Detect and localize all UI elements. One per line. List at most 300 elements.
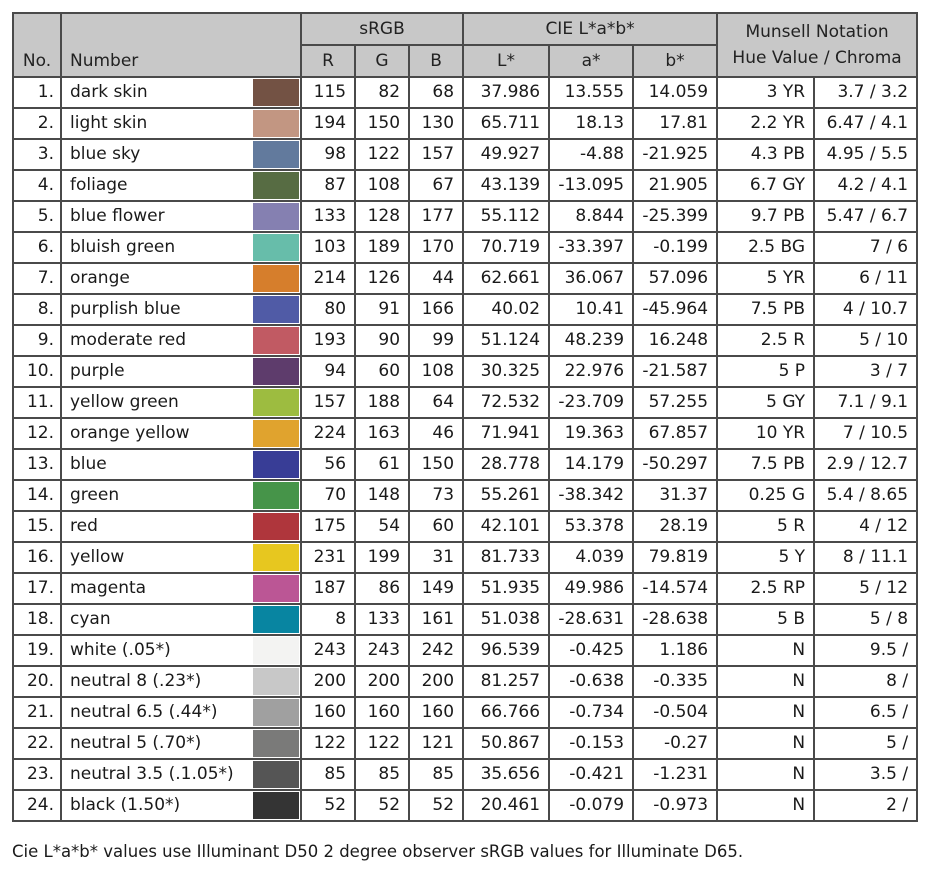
color-swatch	[251, 604, 301, 635]
row-number: 16.	[13, 542, 61, 573]
munsell-value-chroma: 5 / 8	[814, 604, 917, 635]
srgb-b: 161	[409, 604, 463, 635]
header-b-star: b*	[633, 45, 717, 77]
row-number: 9.	[13, 325, 61, 356]
color-swatch	[251, 139, 301, 170]
srgb-b: 157	[409, 139, 463, 170]
color-swatch	[251, 728, 301, 759]
color-swatch-fill	[253, 265, 299, 292]
srgb-r: 224	[301, 418, 355, 449]
srgb-r: 175	[301, 511, 355, 542]
color-swatch	[251, 356, 301, 387]
header-munsell-title: Munsell Notation	[745, 22, 889, 42]
table-row	[13, 728, 917, 759]
color-name: orange yellow	[61, 418, 251, 449]
srgb-r: 8	[301, 604, 355, 635]
srgb-b: 200	[409, 666, 463, 697]
srgb-g: 86	[355, 573, 409, 604]
lab-b: -0.199	[633, 232, 717, 263]
table-row	[13, 108, 917, 139]
munsell-value-chroma: 9.5 /	[814, 635, 917, 666]
lab-l: 65.711	[463, 108, 549, 139]
srgb-r: 103	[301, 232, 355, 263]
munsell-hue: N	[717, 790, 814, 821]
lab-b: 16.248	[633, 325, 717, 356]
table-row	[13, 201, 917, 232]
srgb-b: 68	[409, 77, 463, 108]
color-swatch-fill	[253, 203, 299, 230]
srgb-g: 188	[355, 387, 409, 418]
lab-a: 36.067	[549, 263, 633, 294]
color-name: purplish blue	[61, 294, 251, 325]
color-name: moderate red	[61, 325, 251, 356]
header-no: No.	[13, 13, 61, 77]
srgb-b: 130	[409, 108, 463, 139]
srgb-b: 64	[409, 387, 463, 418]
srgb-g: 108	[355, 170, 409, 201]
color-swatch-fill	[253, 451, 299, 478]
srgb-g: 54	[355, 511, 409, 542]
row-number: 13.	[13, 449, 61, 480]
header-r: R	[301, 45, 355, 77]
srgb-g: 200	[355, 666, 409, 697]
color-swatch-fill	[253, 420, 299, 447]
color-swatch	[251, 542, 301, 573]
srgb-g: 90	[355, 325, 409, 356]
color-swatch	[251, 759, 301, 790]
munsell-hue: 2.5 BG	[717, 232, 814, 263]
lab-l: 51.038	[463, 604, 549, 635]
row-number: 22.	[13, 728, 61, 759]
color-swatch-fill	[253, 637, 299, 664]
lab-l: 81.733	[463, 542, 549, 573]
munsell-hue: N	[717, 666, 814, 697]
srgb-r: 115	[301, 77, 355, 108]
color-swatch	[251, 232, 301, 263]
munsell-value-chroma: 5 / 10	[814, 325, 917, 356]
color-name: blue	[61, 449, 251, 480]
color-swatch-fill	[253, 296, 299, 323]
munsell-hue: N	[717, 759, 814, 790]
srgb-b: 108	[409, 356, 463, 387]
lab-a: -0.079	[549, 790, 633, 821]
munsell-hue: 5 B	[717, 604, 814, 635]
munsell-value-chroma: 4 / 12	[814, 511, 917, 542]
lab-l: 70.719	[463, 232, 549, 263]
lab-l: 81.257	[463, 666, 549, 697]
munsell-hue: 5 YR	[717, 263, 814, 294]
lab-a: 4.039	[549, 542, 633, 573]
srgb-g: 243	[355, 635, 409, 666]
color-swatch	[251, 325, 301, 356]
srgb-g: 122	[355, 139, 409, 170]
row-number: 11.	[13, 387, 61, 418]
footnote: Cie L*a*b* values use Illuminant D50 2 degree observer sRGB values for Illuminate D65.	[12, 842, 744, 861]
srgb-r: 193	[301, 325, 355, 356]
srgb-b: 52	[409, 790, 463, 821]
row-number: 6.	[13, 232, 61, 263]
row-number: 24.	[13, 790, 61, 821]
lab-l: 42.101	[463, 511, 549, 542]
munsell-value-chroma: 4.2 / 4.1	[814, 170, 917, 201]
srgb-g: 126	[355, 263, 409, 294]
lab-l: 55.261	[463, 480, 549, 511]
color-name: purple	[61, 356, 251, 387]
srgb-r: 200	[301, 666, 355, 697]
munsell-value-chroma: 3.7 / 3.2	[814, 77, 917, 108]
srgb-b: 150	[409, 449, 463, 480]
lab-l: 66.766	[463, 697, 549, 728]
lab-l: 30.325	[463, 356, 549, 387]
table-row	[13, 387, 917, 418]
color-swatch	[251, 790, 301, 821]
row-number: 3.	[13, 139, 61, 170]
srgb-b: 73	[409, 480, 463, 511]
munsell-value-chroma: 5.47 / 6.7	[814, 201, 917, 232]
color-name: dark skin	[61, 77, 251, 108]
srgb-b: 99	[409, 325, 463, 356]
munsell-value-chroma: 5.4 / 8.65	[814, 480, 917, 511]
srgb-r: 194	[301, 108, 355, 139]
lab-b: -0.504	[633, 697, 717, 728]
row-number: 18.	[13, 604, 61, 635]
srgb-b: 166	[409, 294, 463, 325]
lab-a: 18.13	[549, 108, 633, 139]
color-name: black (1.50*)	[61, 790, 251, 821]
color-name: light skin	[61, 108, 251, 139]
table-row	[13, 635, 917, 666]
lab-b: 28.19	[633, 511, 717, 542]
color-swatch	[251, 418, 301, 449]
lab-b: -21.925	[633, 139, 717, 170]
lab-b: -14.574	[633, 573, 717, 604]
table-row	[13, 573, 917, 604]
lab-a: -0.425	[549, 635, 633, 666]
munsell-hue: N	[717, 697, 814, 728]
srgb-r: 70	[301, 480, 355, 511]
color-checker-table	[12, 12, 918, 822]
table-row	[13, 666, 917, 697]
color-swatch	[251, 573, 301, 604]
color-name: red	[61, 511, 251, 542]
lab-a: 14.179	[549, 449, 633, 480]
srgb-r: 243	[301, 635, 355, 666]
color-name: cyan	[61, 604, 251, 635]
munsell-hue: 7.5 PB	[717, 294, 814, 325]
header-cie: CIE L*a*b*	[463, 13, 717, 45]
color-name: neutral 5 (.70*)	[61, 728, 251, 759]
srgb-b: 46	[409, 418, 463, 449]
lab-l: 72.532	[463, 387, 549, 418]
color-swatch	[251, 201, 301, 232]
color-swatch-fill	[253, 482, 299, 509]
lab-l: 51.124	[463, 325, 549, 356]
lab-b: 57.096	[633, 263, 717, 294]
header-l-star: L*	[463, 45, 549, 77]
lab-a: 13.555	[549, 77, 633, 108]
srgb-r: 122	[301, 728, 355, 759]
row-number: 20.	[13, 666, 61, 697]
color-swatch	[251, 511, 301, 542]
munsell-hue: 5 P	[717, 356, 814, 387]
lab-l: 55.112	[463, 201, 549, 232]
color-swatch	[251, 294, 301, 325]
lab-b: 21.905	[633, 170, 717, 201]
color-swatch-fill	[253, 606, 299, 633]
table-row	[13, 263, 917, 294]
srgb-b: 121	[409, 728, 463, 759]
color-swatch-fill	[253, 389, 299, 416]
lab-b: -21.587	[633, 356, 717, 387]
lab-a: -0.734	[549, 697, 633, 728]
srgb-r: 98	[301, 139, 355, 170]
row-number: 14.	[13, 480, 61, 511]
munsell-hue: 5 R	[717, 511, 814, 542]
munsell-hue: 9.7 PB	[717, 201, 814, 232]
table-row	[13, 511, 917, 542]
row-number: 21.	[13, 697, 61, 728]
color-name: neutral 8 (.23*)	[61, 666, 251, 697]
color-swatch-fill	[253, 575, 299, 602]
color-swatch-fill	[253, 141, 299, 168]
lab-b: 14.059	[633, 77, 717, 108]
munsell-value-chroma: 7 / 10.5	[814, 418, 917, 449]
color-name: magenta	[61, 573, 251, 604]
color-swatch-fill	[253, 699, 299, 726]
srgb-b: 60	[409, 511, 463, 542]
srgb-r: 214	[301, 263, 355, 294]
color-swatch-fill	[253, 544, 299, 571]
munsell-hue: 3 YR	[717, 77, 814, 108]
color-name: blue flower	[61, 201, 251, 232]
table-row	[13, 604, 917, 635]
munsell-hue: N	[717, 635, 814, 666]
lab-l: 51.935	[463, 573, 549, 604]
munsell-value-chroma: 8 / 11.1	[814, 542, 917, 573]
lab-b: -0.335	[633, 666, 717, 697]
srgb-r: 133	[301, 201, 355, 232]
color-name: green	[61, 480, 251, 511]
table-row	[13, 294, 917, 325]
lab-a: -38.342	[549, 480, 633, 511]
lab-b: 67.857	[633, 418, 717, 449]
munsell-hue: 2.5 RP	[717, 573, 814, 604]
row-number: 8.	[13, 294, 61, 325]
munsell-value-chroma: 4 / 10.7	[814, 294, 917, 325]
lab-l: 96.539	[463, 635, 549, 666]
srgb-r: 160	[301, 697, 355, 728]
color-swatch-fill	[253, 761, 299, 788]
munsell-value-chroma: 8 /	[814, 666, 917, 697]
munsell-hue: 5 Y	[717, 542, 814, 573]
lab-a: 48.239	[549, 325, 633, 356]
srgb-g: 85	[355, 759, 409, 790]
table-row	[13, 139, 917, 170]
lab-b: -1.231	[633, 759, 717, 790]
munsell-value-chroma: 7 / 6	[814, 232, 917, 263]
color-name: yellow	[61, 542, 251, 573]
lab-b: -28.638	[633, 604, 717, 635]
color-swatch	[251, 170, 301, 201]
table-row	[13, 542, 917, 573]
srgb-b: 177	[409, 201, 463, 232]
row-number: 1.	[13, 77, 61, 108]
color-name: blue sky	[61, 139, 251, 170]
color-swatch	[251, 387, 301, 418]
row-number: 2.	[13, 108, 61, 139]
lab-l: 20.461	[463, 790, 549, 821]
srgb-g: 133	[355, 604, 409, 635]
color-name: orange	[61, 263, 251, 294]
srgb-b: 149	[409, 573, 463, 604]
srgb-g: 128	[355, 201, 409, 232]
srgb-b: 170	[409, 232, 463, 263]
header-a-star: a*	[549, 45, 633, 77]
row-number: 12.	[13, 418, 61, 449]
munsell-value-chroma: 7.1 / 9.1	[814, 387, 917, 418]
color-name: foliage	[61, 170, 251, 201]
srgb-g: 189	[355, 232, 409, 263]
header-number: Number	[61, 13, 301, 77]
srgb-r: 231	[301, 542, 355, 573]
lab-b: 79.819	[633, 542, 717, 573]
lab-a: -13.095	[549, 170, 633, 201]
srgb-r: 157	[301, 387, 355, 418]
color-name: yellow green	[61, 387, 251, 418]
lab-l: 50.867	[463, 728, 549, 759]
lab-b: 31.37	[633, 480, 717, 511]
color-swatch	[251, 108, 301, 139]
color-name: white (.05*)	[61, 635, 251, 666]
munsell-hue: 2.5 R	[717, 325, 814, 356]
lab-l: 40.02	[463, 294, 549, 325]
srgb-r: 80	[301, 294, 355, 325]
munsell-hue: 0.25 G	[717, 480, 814, 511]
lab-b: -50.297	[633, 449, 717, 480]
lab-b: 57.255	[633, 387, 717, 418]
table-row	[13, 232, 917, 263]
srgb-b: 160	[409, 697, 463, 728]
row-number: 4.	[13, 170, 61, 201]
color-swatch-fill	[253, 172, 299, 199]
color-swatch	[251, 77, 301, 108]
srgb-g: 82	[355, 77, 409, 108]
table-row	[13, 418, 917, 449]
lab-a: -4.88	[549, 139, 633, 170]
color-swatch-fill	[253, 513, 299, 540]
lab-l: 37.986	[463, 77, 549, 108]
lab-l: 62.661	[463, 263, 549, 294]
table-row	[13, 170, 917, 201]
color-swatch	[251, 697, 301, 728]
lab-b: -25.399	[633, 201, 717, 232]
lab-b: 1.186	[633, 635, 717, 666]
munsell-value-chroma: 6.47 / 4.1	[814, 108, 917, 139]
srgb-g: 160	[355, 697, 409, 728]
lab-l: 49.927	[463, 139, 549, 170]
munsell-value-chroma: 2 /	[814, 790, 917, 821]
color-name: neutral 6.5 (.44*)	[61, 697, 251, 728]
table-row	[13, 790, 917, 821]
srgb-g: 61	[355, 449, 409, 480]
lab-l: 28.778	[463, 449, 549, 480]
color-swatch	[251, 635, 301, 666]
munsell-value-chroma: 4.95 / 5.5	[814, 139, 917, 170]
srgb-b: 85	[409, 759, 463, 790]
color-name: bluish green	[61, 232, 251, 263]
munsell-value-chroma: 5 /	[814, 728, 917, 759]
srgb-g: 122	[355, 728, 409, 759]
header-srgb: sRGB	[301, 13, 463, 45]
table-row	[13, 449, 917, 480]
munsell-value-chroma: 6.5 /	[814, 697, 917, 728]
lab-a: 8.844	[549, 201, 633, 232]
munsell-value-chroma: 3.5 /	[814, 759, 917, 790]
row-number: 17.	[13, 573, 61, 604]
munsell-value-chroma: 5 / 12	[814, 573, 917, 604]
srgb-r: 85	[301, 759, 355, 790]
lab-a: -0.421	[549, 759, 633, 790]
table-row	[13, 356, 917, 387]
row-number: 23.	[13, 759, 61, 790]
munsell-hue: 2.2 YR	[717, 108, 814, 139]
lab-a: 10.41	[549, 294, 633, 325]
color-swatch	[251, 449, 301, 480]
row-number: 7.	[13, 263, 61, 294]
header-munsell-subtitle: Hue Value / Chroma	[732, 48, 902, 68]
color-swatch	[251, 263, 301, 294]
lab-a: -0.153	[549, 728, 633, 759]
lab-a: -0.638	[549, 666, 633, 697]
color-swatch-fill	[253, 730, 299, 757]
lab-a: -33.397	[549, 232, 633, 263]
munsell-hue: 4.3 PB	[717, 139, 814, 170]
srgb-b: 44	[409, 263, 463, 294]
table-row	[13, 759, 917, 790]
lab-a: -28.631	[549, 604, 633, 635]
lab-l: 71.941	[463, 418, 549, 449]
color-swatch-fill	[253, 234, 299, 261]
munsell-hue: N	[717, 728, 814, 759]
table-row	[13, 325, 917, 356]
munsell-value-chroma: 6 / 11	[814, 263, 917, 294]
srgb-g: 91	[355, 294, 409, 325]
lab-l: 35.656	[463, 759, 549, 790]
munsell-hue: 6.7 GY	[717, 170, 814, 201]
color-swatch	[251, 666, 301, 697]
srgb-g: 148	[355, 480, 409, 511]
srgb-r: 56	[301, 449, 355, 480]
row-number: 5.	[13, 201, 61, 232]
lab-b: -45.964	[633, 294, 717, 325]
color-swatch-fill	[253, 792, 299, 819]
lab-a: 49.986	[549, 573, 633, 604]
srgb-g: 60	[355, 356, 409, 387]
srgb-g: 163	[355, 418, 409, 449]
srgb-b: 31	[409, 542, 463, 573]
table-row	[13, 697, 917, 728]
srgb-r: 94	[301, 356, 355, 387]
color-swatch	[251, 480, 301, 511]
color-swatch-fill	[253, 327, 299, 354]
lab-a: -23.709	[549, 387, 633, 418]
color-swatch-fill	[253, 79, 299, 106]
srgb-b: 242	[409, 635, 463, 666]
lab-a: 19.363	[549, 418, 633, 449]
row-number: 10.	[13, 356, 61, 387]
table-row	[13, 77, 917, 108]
munsell-hue: 5 GY	[717, 387, 814, 418]
